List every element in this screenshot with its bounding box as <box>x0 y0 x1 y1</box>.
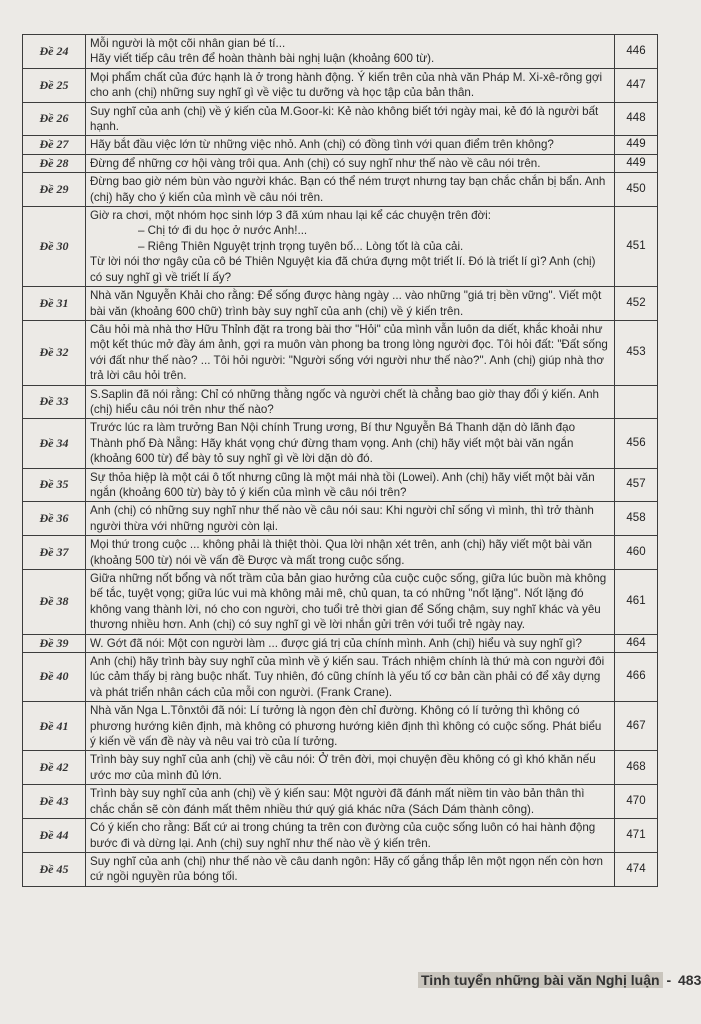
exercise-number: Đề 39 <box>23 634 86 652</box>
page-ref: 468 <box>615 751 658 785</box>
exercise-prompt <box>86 502 615 536</box>
table-row <box>23 136 658 154</box>
page-ref: 457 <box>615 468 658 502</box>
table-row <box>23 852 658 886</box>
table-row <box>23 702 658 751</box>
page-ref: 464 <box>615 634 658 652</box>
table-row <box>23 570 658 635</box>
prompt-line: Từ lời nói thơ ngây của cô bé Thiên Nguyệt kia đã chứa đựng một triết lí. Đó là triết lí gì? Anh (chị) có suy nghĩ gì về triết lí ấy? <box>90 255 596 284</box>
table-row <box>23 154 658 172</box>
table-row <box>23 468 658 502</box>
exercise-prompt <box>86 852 615 886</box>
prompt-line: Anh (chị) hãy trình bày suy nghĩ của mình về ý kiến sau. Trách nhiệm chính là thứ mà con người đôi lúc cảm thấy bị ràng buộc nhất. Tuy nhiên, đó cũng chính là yếu tố cơ bản cần phải có để xây dựng và phát triển nhân cách của mỗi con người. (Frank Crane). <box>90 655 605 699</box>
page-ref: 449 <box>615 136 658 154</box>
table-row <box>23 68 658 102</box>
table-row <box>23 819 658 853</box>
exercise-prompt <box>86 207 615 287</box>
page-number: 483 <box>678 972 701 988</box>
prompt-line: Mỗi người là một cõi nhân gian bé tí... <box>90 37 286 50</box>
prompt-line: Trước lúc ra làm trưởng Ban Nội chính Trung ương, Bí thư Nguyễn Bá Thanh dặn dò lãnh đạo Thành phố Đà Nẵng: Hãy khát vọng chứ đừng tham vọng. Anh (chị) hãy viết một bài văn ngắn (khoảng 600 từ) để bày tỏ suy nghĩ gì về lời dặn dò đó. <box>90 421 576 466</box>
prompt-line: Mọi phẩm chất của đức hạnh là ở trong hành động. Ý kiến trên của nhà văn Pháp M. Xi-xê-rông gợi cho anh (chị) những suy nghĩ gì về việc tu dưỡng và học tập của bản thân. <box>90 70 603 100</box>
prompt-line: Có ý kiến cho rằng: Bất cứ ai trong chúng ta trên con đường của cuộc sống luôn có hai hành động bước đi và dừng lại. Anh (chị) suy nghĩ như thế nào về ý kiến trên. <box>90 821 596 850</box>
table-row <box>23 385 658 419</box>
exercise-number: Đề 27 <box>23 136 86 154</box>
exercise-prompt <box>86 653 615 702</box>
page-ref: 448 <box>615 102 658 136</box>
table-row <box>23 502 658 536</box>
prompt-line: Mọi thứ trong cuộc ... không phải là thiệt thòi. Qua lời nhận xét trên, anh (chị) hãy viết một bài văn (khoảng 500 từ) nói về vấn đề Được và mất trong cuộc sống. <box>90 538 592 567</box>
exercise-prompt <box>86 320 615 385</box>
exercise-prompt <box>86 819 615 853</box>
exercise-prompt <box>86 136 615 154</box>
exercise-number: Đề 26 <box>23 102 86 136</box>
exercise-number: Đề 43 <box>23 785 86 819</box>
prompt-line: Giữa những nốt bổng và nốt trầm của bản giao hưởng của cuộc cuộc sống, giữa lúc buồn mà không bế tắc, tuyệt vọng; giữa lúc vui mà không mải mê, chủ quan, ta có những "nốt lặng". Nốt lặng đó không vang thành lời, nó cho con người, cho tuổi trẻ thời gian để Sống chậm, suy nghĩ khác và yêu thương nhiều hơn. Anh (chị) có suy nghĩ gì về lời nhắn gửi trên với tuổi trẻ ngày nay. <box>90 572 607 632</box>
exercise-number: Đề 42 <box>23 751 86 785</box>
exercise-number: Đề 24 <box>23 35 86 69</box>
page-ref: 460 <box>615 536 658 570</box>
book-title: Tinh tuyển những bài văn Nghị luận <box>418 972 663 988</box>
prompt-line: Suy nghĩ của anh (chị) về ý kiến của M.Goor-ki: Kẻ nào không biết tới ngày mai, kẻ đó là người bất hạnh. <box>90 104 599 134</box>
table-row <box>23 751 658 785</box>
prompt-line: Đừng để những cơ hội vàng trôi qua. Anh (chị) có suy nghĩ như thế nào về câu nói trên. <box>90 156 541 170</box>
page-ref: 453 <box>615 320 658 385</box>
exercise-number: Đề 32 <box>23 320 86 385</box>
exercise-prompt <box>86 102 615 136</box>
table-of-contents <box>22 34 658 887</box>
exercise-prompt <box>86 785 615 819</box>
exercise-prompt <box>86 385 615 419</box>
page-ref: 446 <box>615 35 658 69</box>
page-ref: 458 <box>615 502 658 536</box>
page-ref: 466 <box>615 653 658 702</box>
page-ref: 461 <box>615 570 658 635</box>
exercise-prompt <box>86 468 615 502</box>
exercise-prompt <box>86 35 615 69</box>
exercise-prompt <box>86 536 615 570</box>
exercise-number: Đề 31 <box>23 287 86 321</box>
exercise-number: Đề 40 <box>23 653 86 702</box>
exercise-number: Đề 45 <box>23 852 86 886</box>
page-footer <box>418 972 701 988</box>
exercise-prompt <box>86 154 615 172</box>
exercise-number: Đề 41 <box>23 702 86 751</box>
exercise-number: Đề 35 <box>23 468 86 502</box>
exercise-prompt <box>86 68 615 102</box>
prompt-line: Nhà văn Nguyễn Khải cho rằng: Để sống được hàng ngày ... vào những "giá trị bền vững". Viết một bài văn (khoảng 600 chữ) trình bày suy nghĩ của anh (chị) về ý kiến trên. <box>90 289 602 318</box>
exercise-prompt <box>86 702 615 751</box>
table-row <box>23 320 658 385</box>
page-ref: 451 <box>615 207 658 287</box>
page-ref: 471 <box>615 819 658 853</box>
exercise-number: Đề 44 <box>23 819 86 853</box>
exercise-prompt <box>86 173 615 207</box>
exercise-prompt <box>86 287 615 321</box>
page-ref: 449 <box>615 154 658 172</box>
prompt-line: W. Gớt đã nói: Một con người làm ... được giá trị của chính mình. Anh (chị) hiểu và suy nghĩ gì? <box>90 636 583 650</box>
exercise-number: Đề 37 <box>23 536 86 570</box>
page-ref: 456 <box>615 419 658 468</box>
toc-body <box>23 35 658 887</box>
prompt-line: Giờ ra chơi, một nhóm học sinh lớp 3 đã xúm nhau lại kể các chuyện trên đời: <box>90 209 491 223</box>
prompt-line: Hãy viết tiếp câu trên để hoàn thành bài nghị luận (khoảng 600 từ). <box>90 52 435 66</box>
table-row <box>23 102 658 136</box>
prompt-line: – Riêng Thiên Nguyệt trịnh trọng tuyên bố... Lòng tốt là của cải. <box>138 239 464 253</box>
prompt-line: Trình bày suy nghĩ của anh (chị) về ý kiến sau: Một người đã đánh mất niềm tin vào bản thân thì chắc chắn sẽ còn đánh mất thêm nhiều thứ quý giá khác nữa (Sách Dám thành công). <box>90 787 585 816</box>
exercise-number: Đề 38 <box>23 570 86 635</box>
page-ref: 447 <box>615 68 658 102</box>
exercise-number: Đề 34 <box>23 419 86 468</box>
table-row <box>23 419 658 468</box>
exercise-number: Đề 28 <box>23 154 86 172</box>
prompt-line: Sự thỏa hiệp là một cái ô tốt nhưng cũng là một mái nhà tồi (Lowei). Anh (chị) hãy viết một bài văn ngắn (khoảng 600 từ) bày tỏ ý kiến của mình về câu nói trên? <box>90 470 595 499</box>
prompt-line: Suy nghĩ của anh (chị) như thế nào về câu danh ngôn: Hãy cố gắng thắp lên một ngọn nến còn hơn cứ ngồi nguyền rủa bóng tối. <box>90 854 603 884</box>
prompt-line: – Chị tớ đi du học ở nước Anh!... <box>138 224 308 238</box>
exercise-number: Đề 25 <box>23 68 86 102</box>
table-row <box>23 653 658 702</box>
table-row <box>23 785 658 819</box>
prompt-line: Nhà văn Nga L.Tônxtôi đã nói: Lí tưởng là ngọn đèn chỉ đường. Không có lí tưởng thì không có phương hướng kiên định, mà không có phương hướng kiên định thì không có cuộc sống. Phát biểu ý kiến về vấn đề này và nêu vai trò của lí tưởng. <box>90 704 602 749</box>
table-row <box>23 173 658 207</box>
page-ref <box>615 385 658 419</box>
page-ref: 450 <box>615 173 658 207</box>
prompt-line: Trình bày suy nghĩ của anh (chị) về câu nói: Ở trên đời, mọi chuyện đều không có gì khó khăn nếu ước mơ của mình đủ lớn. <box>90 753 596 782</box>
exercise-number: Đề 36 <box>23 502 86 536</box>
page-ref: 470 <box>615 785 658 819</box>
exercise-prompt <box>86 419 615 468</box>
prompt-line: Câu hỏi mà nhà thơ Hữu Thỉnh đặt ra trong bài thơ "Hỏi" của mình vẫn luôn da diết, khắc khoải như một kết thúc mở đầy ám ảnh, gợi ra muôn vàn phong ba trong lòng người đọc. Tôi hỏi đất: "Đất sống với đất như thế nào? ... Tôi hỏi người: "Người sống với người như thế nào?". Anh (chị) giúp nhà thơ trả lời câu hỏi trên. <box>90 322 608 383</box>
table-row <box>23 634 658 652</box>
exercise-prompt <box>86 751 615 785</box>
prompt-line: Hãy bắt đầu việc lớn từ những việc nhỏ. Anh (chị) có đồng tình với quan điểm trên không? <box>90 138 554 152</box>
page-ref: 467 <box>615 702 658 751</box>
exercise-number: Đề 30 <box>23 207 86 287</box>
page-ref: 474 <box>615 852 658 886</box>
table-row <box>23 287 658 321</box>
table-row <box>23 207 658 287</box>
exercise-prompt <box>86 570 615 635</box>
prompt-line: Anh (chị) có những suy nghĩ như thế nào về câu nói sau: Khi người chỉ sống vì mình, thì trở thành người thừa với những người còn lại. <box>90 504 594 533</box>
footer-separator: - <box>666 972 672 988</box>
exercise-prompt <box>86 634 615 652</box>
exercise-number: Đề 33 <box>23 385 86 419</box>
prompt-line: S.Saplin đã nói rằng: Chỉ có những thằng ngốc và người chết là chẳng bao giờ thay đổi ý kiến. Anh (chị) hiểu câu nói trên như thế nào? <box>90 387 599 416</box>
exercise-number: Đề 29 <box>23 173 86 207</box>
prompt-line: Đừng bao giờ ném bùn vào người khác. Bạn có thể ném trượt nhưng tay bạn chắc chắn bị bẩn. Anh (chị) hãy cho ý kiến của mình về câu nói trên. <box>90 175 606 204</box>
page-ref: 452 <box>615 287 658 321</box>
table-row <box>23 536 658 570</box>
table-row <box>23 35 658 69</box>
